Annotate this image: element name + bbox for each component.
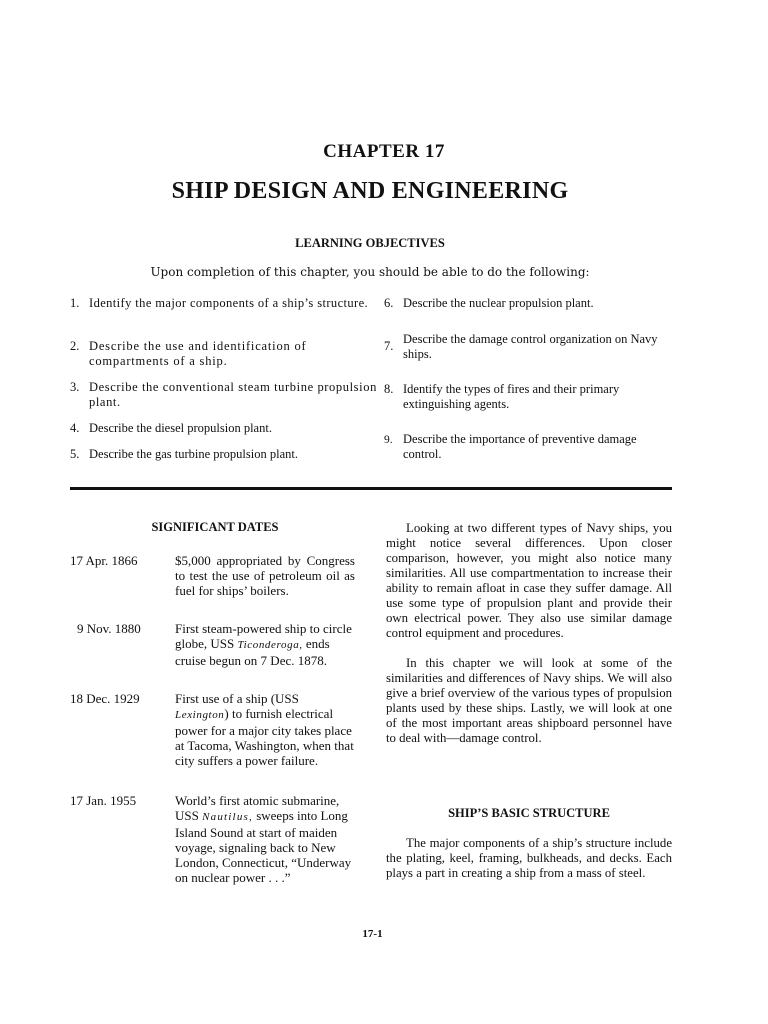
ship-name: Lexington [175, 709, 225, 721]
event-text: World’s first atomic submarine, USS [175, 793, 340, 823]
objective-number: 5. [70, 447, 80, 461]
date-entry-3-event [175, 691, 355, 768]
date-entry-1-event: $5,000 appropriated by Congress to test the use of petroleum oil as fuel for ships’ boilers. [175, 553, 355, 598]
ship-name: Nautilus, [202, 811, 253, 823]
body-paragraph-2: In this chapter we will look at some of the similarities and differences of Navy ships. We will also give a brief overview of the various types of propulsion plants used by these ships. Lastly, we will look at one of the most important areas shipboard personnel have to deal with—damage control. [386, 656, 672, 745]
body-paragraph-1: Looking at two different types of Navy ships, you might notice several differences. Upon closer comparison, however, you might also notice many similarities. All use compartmentation to increase their ability to remain afloat in case they suffer damage. All use some type of propulsion plant and provide their own electrical power. They also use similar damage control equipment and procedures. [386, 521, 672, 640]
objective-text: Describe the conventional steam turbine propulsion plant. [89, 380, 377, 409]
date-entry-4-event [175, 793, 355, 885]
objective-text: Describe the importance of preventive damage control. [403, 432, 637, 461]
date-entry-1-date: 17 Apr. 1866 [70, 553, 138, 568]
date-entry-3-date: 18 Dec. 1929 [70, 691, 140, 706]
objective-text: Describe the gas turbine propulsion plant. [89, 447, 298, 461]
chapter-title: SHIP DESIGN AND ENGINEERING [171, 178, 569, 204]
page-number: 17-1 [362, 928, 383, 940]
objective-text: Describe the nuclear propulsion plant. [403, 296, 594, 310]
objective-text: Identify the types of fires and their primary extinguishing agents. [403, 382, 620, 411]
event-text: sweeps into Long Island Sound at start of maiden voyage, signaling back to New London, Connecticut, “Underway on nuclear power . . .” [175, 808, 352, 885]
event-text: First steam-powered ship to circle globe, USS [175, 621, 352, 651]
event-text: First use of a ship (USS [175, 691, 299, 706]
objective-text: Describe the use and identification of compartments of a ship. [89, 339, 307, 368]
objective-text: Describe the damage control organization on Navy ships. [403, 332, 658, 361]
chapter-number: CHAPTER 17 [323, 141, 445, 162]
body-paragraph-3: The major components of a ship’s structure include the plating, keel, framing, bulkheads, and decks. Each plays a part in creating a ship from a mass of steel. [386, 836, 672, 880]
objective-number: 1. [70, 296, 80, 310]
objective-text: Identify the major components of a ship’s structure. [89, 296, 369, 310]
event-text: ) to furnish electrical power for a major city takes place at Tacoma, Washington, when that city suffers a power failure. [175, 706, 354, 768]
objective-number: 7. [384, 339, 394, 353]
objective-number: 2. [70, 339, 80, 353]
section-divider [70, 487, 672, 490]
date-entry-4-date: 17 Jan. 1955 [70, 793, 137, 808]
learning-objectives-intro: Upon completion of this chapter, you should be able to do the following: [150, 265, 590, 279]
date-entry-2-event [175, 621, 355, 668]
objective-number: 3. [70, 380, 80, 394]
objective-number: 9. [384, 434, 393, 446]
learning-objectives-heading: LEARNING OBJECTIVES [295, 236, 445, 250]
objective-number: 4. [70, 421, 80, 435]
event-text: ends cruise begun on 7 Dec. 1878. [175, 636, 330, 668]
objective-number: 8. [384, 382, 394, 396]
objective-number: 6. [384, 296, 394, 310]
ship-name: Ticonderoga, [237, 639, 303, 651]
date-entry-2-date: 9 Nov. 1880 [77, 621, 141, 636]
significant-dates-heading: SIGNIFICANT DATES [151, 520, 279, 534]
section-heading-basic-structure: SHIP’S BASIC STRUCTURE [448, 806, 610, 820]
objective-text: Describe the diesel propulsion plant. [89, 421, 272, 435]
